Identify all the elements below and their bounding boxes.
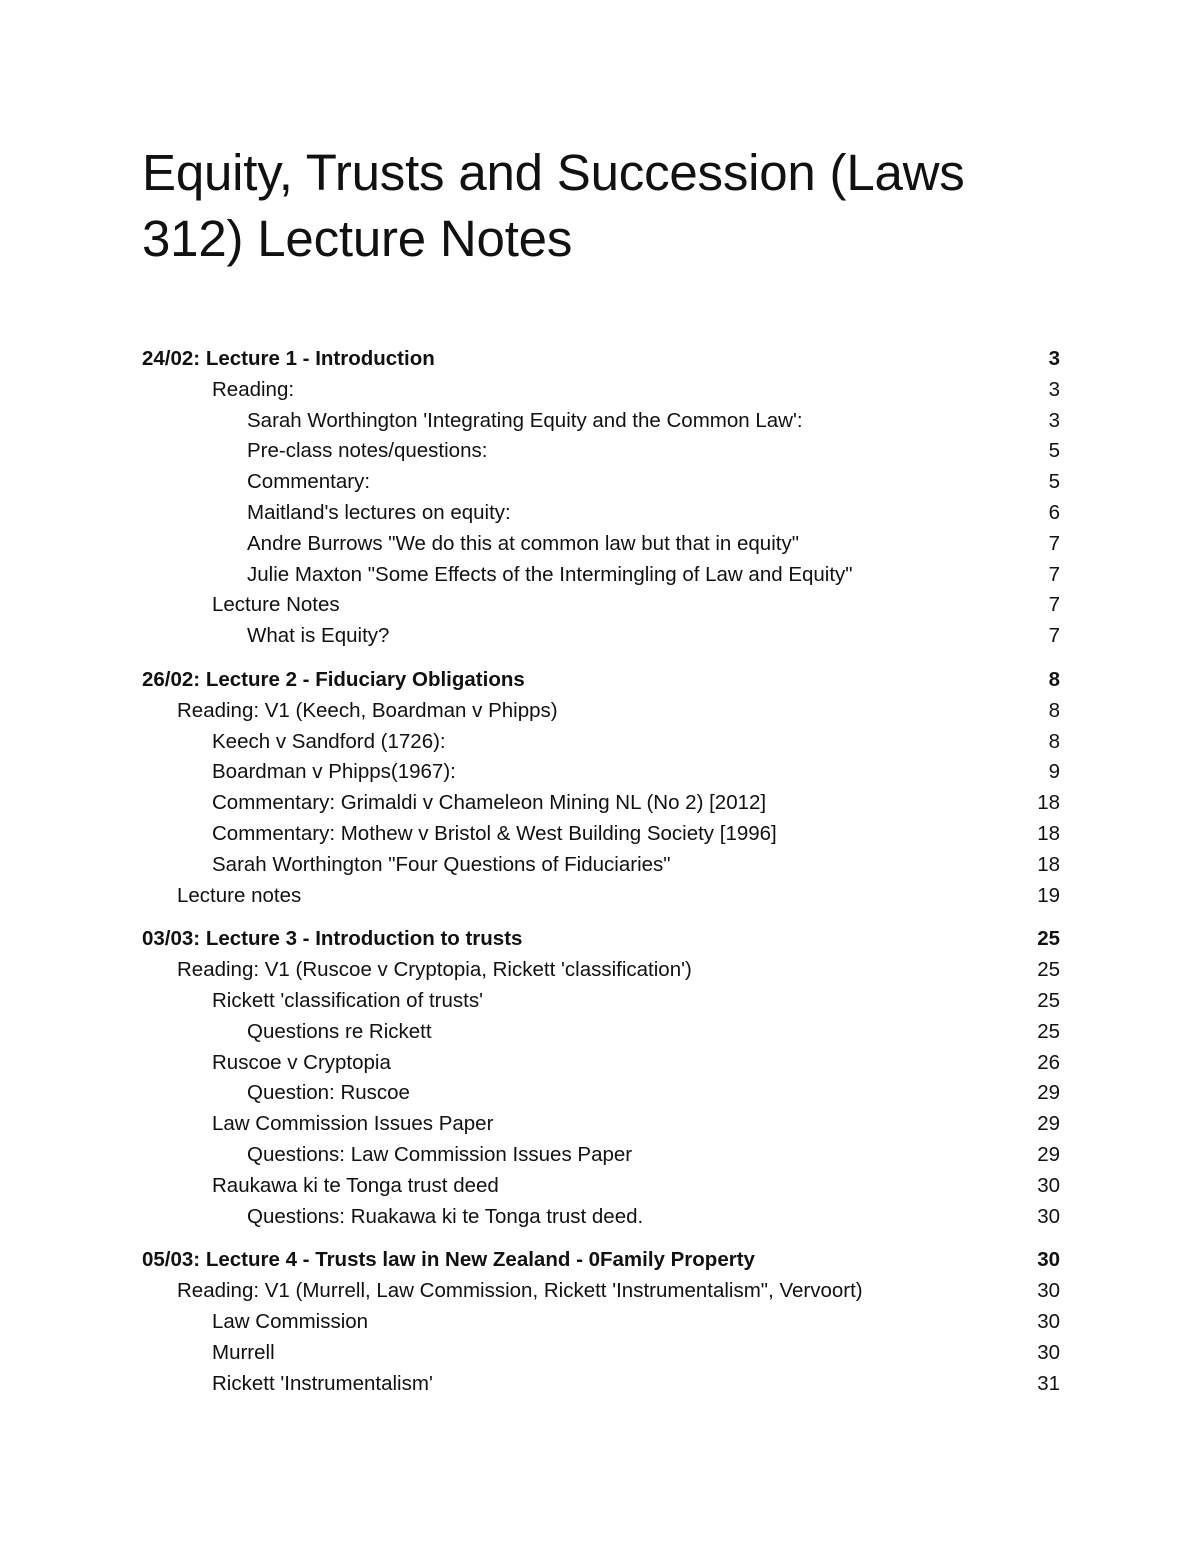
toc-heading-entry[interactable] bbox=[142, 924, 1060, 955]
toc-entry-label: Ruscoe v Cryptopia bbox=[212, 1050, 391, 1074]
toc-entry[interactable] bbox=[142, 819, 1060, 850]
toc-entry-page-number: 29 bbox=[1037, 1142, 1060, 1166]
toc-entry-page-number: 18 bbox=[1037, 791, 1060, 815]
toc-entry-label: 03/03: Lecture 3 - Introduction to trusts bbox=[142, 927, 523, 951]
toc-entry[interactable] bbox=[142, 467, 1060, 498]
table-of-contents bbox=[142, 344, 1060, 1399]
toc-entry-label: Reading: V1 (Ruscoe v Cryptopia, Rickett 'classification') bbox=[177, 958, 692, 982]
toc-entry[interactable] bbox=[142, 1048, 1060, 1079]
toc-entry-page-number: 29 bbox=[1037, 1112, 1060, 1136]
toc-entry-page-number: 8 bbox=[1048, 729, 1060, 753]
toc-entry-label: Murrell bbox=[212, 1340, 275, 1364]
toc-section bbox=[142, 665, 1060, 911]
toc-entry-page-number: 7 bbox=[1048, 593, 1060, 617]
toc-entry-page-number: 7 bbox=[1048, 562, 1060, 586]
toc-entry-page-number: 30 bbox=[1037, 1309, 1060, 1333]
toc-entry-label: Rickett 'classification of trusts' bbox=[212, 988, 483, 1012]
toc-entry-page-number: 26 bbox=[1037, 1050, 1060, 1074]
toc-entry-page-number: 25 bbox=[1037, 988, 1060, 1012]
toc-entry-label: Sarah Worthington 'Integrating Equity and the Common Law': bbox=[247, 408, 803, 432]
toc-section bbox=[142, 924, 1060, 1232]
toc-entry-page-number: 7 bbox=[1048, 624, 1060, 648]
toc-entry[interactable] bbox=[142, 1202, 1060, 1233]
toc-entry[interactable] bbox=[142, 406, 1060, 437]
toc-entry-page-number: 25 bbox=[1037, 1019, 1060, 1043]
toc-entry-label: Reading: bbox=[212, 377, 295, 401]
toc-entry[interactable] bbox=[142, 757, 1060, 788]
toc-entry-label: Raukawa ki te Tonga trust deed bbox=[212, 1173, 499, 1197]
toc-entry-label: Andre Burrows "We do this at common law but that in equity" bbox=[247, 531, 799, 555]
toc-entry[interactable] bbox=[142, 1109, 1060, 1140]
toc-entry-page-number: 18 bbox=[1037, 821, 1060, 845]
toc-entry[interactable] bbox=[142, 1307, 1060, 1338]
toc-entry-label: Commentary: bbox=[247, 470, 371, 494]
toc-entry-page-number: 6 bbox=[1048, 500, 1060, 524]
toc-entry-page-number: 5 bbox=[1048, 439, 1060, 463]
toc-entry-label: Questions: Law Commission Issues Paper bbox=[247, 1142, 633, 1166]
toc-entry[interactable] bbox=[142, 1369, 1060, 1400]
toc-heading-entry[interactable] bbox=[142, 665, 1060, 696]
toc-entry-page-number: 30 bbox=[1037, 1279, 1060, 1303]
toc-entry-label: Maitland's lectures on equity: bbox=[247, 500, 511, 524]
toc-entry-page-number: 3 bbox=[1048, 377, 1060, 401]
toc-entry[interactable] bbox=[142, 1171, 1060, 1202]
toc-entry[interactable] bbox=[142, 1017, 1060, 1048]
toc-entry-label: What is Equity? bbox=[247, 624, 390, 648]
toc-entry-page-number: 7 bbox=[1048, 531, 1060, 555]
toc-entry-label: Reading: V1 (Murrell, Law Commission, Rickett 'Instrumentalism", Vervoort) bbox=[177, 1279, 863, 1303]
toc-entry-page-number: 30 bbox=[1037, 1340, 1060, 1364]
toc-entry-page-number: 18 bbox=[1037, 852, 1060, 876]
toc-entry[interactable] bbox=[142, 590, 1060, 621]
toc-entry-page-number: 5 bbox=[1048, 470, 1060, 494]
toc-entry-label: Sarah Worthington "Four Questions of Fiduciaries" bbox=[212, 852, 671, 876]
toc-entry-page-number: 25 bbox=[1037, 927, 1060, 951]
toc-entry-label: Commentary: Grimaldi v Chameleon Mining NL (No 2) [2012] bbox=[212, 791, 767, 815]
toc-entry-page-number: 8 bbox=[1048, 698, 1060, 722]
toc-entry[interactable] bbox=[142, 1276, 1060, 1307]
toc-entry-page-number: 25 bbox=[1037, 958, 1060, 982]
toc-entry-page-number: 30 bbox=[1037, 1204, 1060, 1228]
toc-entry[interactable] bbox=[142, 1338, 1060, 1369]
toc-entry-label: 26/02: Lecture 2 - Fiduciary Obligations bbox=[142, 667, 525, 691]
toc-heading-entry[interactable] bbox=[142, 344, 1060, 375]
toc-entry-page-number: 8 bbox=[1048, 667, 1060, 691]
toc-entry-page-number: 30 bbox=[1037, 1173, 1060, 1197]
toc-entry-label: Lecture Notes bbox=[212, 593, 340, 617]
toc-entry-page-number: 3 bbox=[1048, 347, 1060, 370]
toc-entry-label: Julie Maxton "Some Effects of the Intermingling of Law and Equity" bbox=[247, 562, 853, 586]
toc-entry-page-number: 29 bbox=[1037, 1081, 1060, 1105]
toc-entry[interactable] bbox=[142, 696, 1060, 727]
toc-entry[interactable] bbox=[142, 436, 1060, 467]
toc-entry-page-number: 3 bbox=[1048, 408, 1060, 432]
toc-entry[interactable] bbox=[142, 1140, 1060, 1171]
toc-entry-page-number: 9 bbox=[1048, 760, 1060, 784]
toc-entry[interactable] bbox=[142, 955, 1060, 986]
toc-entry[interactable] bbox=[142, 498, 1060, 529]
toc-entry-label: 05/03: Lecture 4 - Trusts law in New Zealand - 0Family Property bbox=[142, 1248, 755, 1272]
toc-entry-page-number: 31 bbox=[1037, 1371, 1060, 1395]
toc-entry-page-number: 30 bbox=[1037, 1248, 1060, 1272]
toc-entry-label: Boardman v Phipps(1967): bbox=[212, 760, 456, 784]
toc-section bbox=[142, 344, 1060, 652]
toc-entry-label: Keech v Sandford (1726): bbox=[212, 729, 446, 753]
toc-entry[interactable] bbox=[142, 529, 1060, 560]
toc-entry-label: Question: Ruscoe bbox=[247, 1081, 410, 1105]
toc-entry-page-number: 19 bbox=[1037, 883, 1060, 907]
toc-entry-label: Law Commission bbox=[212, 1309, 369, 1333]
toc-section bbox=[142, 1245, 1060, 1399]
toc-entry-label: Reading: V1 (Keech, Boardman v Phipps) bbox=[177, 698, 558, 722]
toc-entry[interactable] bbox=[142, 727, 1060, 758]
toc-entry[interactable] bbox=[142, 1078, 1060, 1109]
toc-entry-label: Lecture notes bbox=[177, 883, 302, 907]
document-title: Equity, Trusts and Succession (Laws 312) Lecture Notes bbox=[142, 144, 965, 267]
toc-entry-label: Rickett 'Instrumentalism' bbox=[212, 1371, 433, 1395]
toc-entry[interactable] bbox=[142, 621, 1060, 652]
toc-entry[interactable] bbox=[142, 986, 1060, 1017]
toc-entry[interactable] bbox=[142, 788, 1060, 819]
toc-heading-entry[interactable] bbox=[142, 1245, 1060, 1276]
toc-entry-label: Pre-class notes/questions: bbox=[247, 439, 488, 463]
toc-entry-label: Questions re Rickett bbox=[247, 1019, 432, 1043]
toc-entry-label: Questions: Ruakawa ki te Tonga trust deed. bbox=[247, 1204, 644, 1228]
toc-entry[interactable] bbox=[142, 850, 1060, 881]
toc-entry[interactable] bbox=[142, 881, 1060, 912]
toc-entry-label: Law Commission Issues Paper bbox=[212, 1112, 494, 1136]
toc-entry-label: 24/02: Lecture 1 - Introduction bbox=[142, 347, 435, 370]
toc-entry-label: Commentary: Mothew v Bristol & West Building Society [1996] bbox=[212, 821, 777, 845]
toc-entry[interactable] bbox=[142, 560, 1060, 591]
toc-entry[interactable] bbox=[142, 375, 1060, 406]
